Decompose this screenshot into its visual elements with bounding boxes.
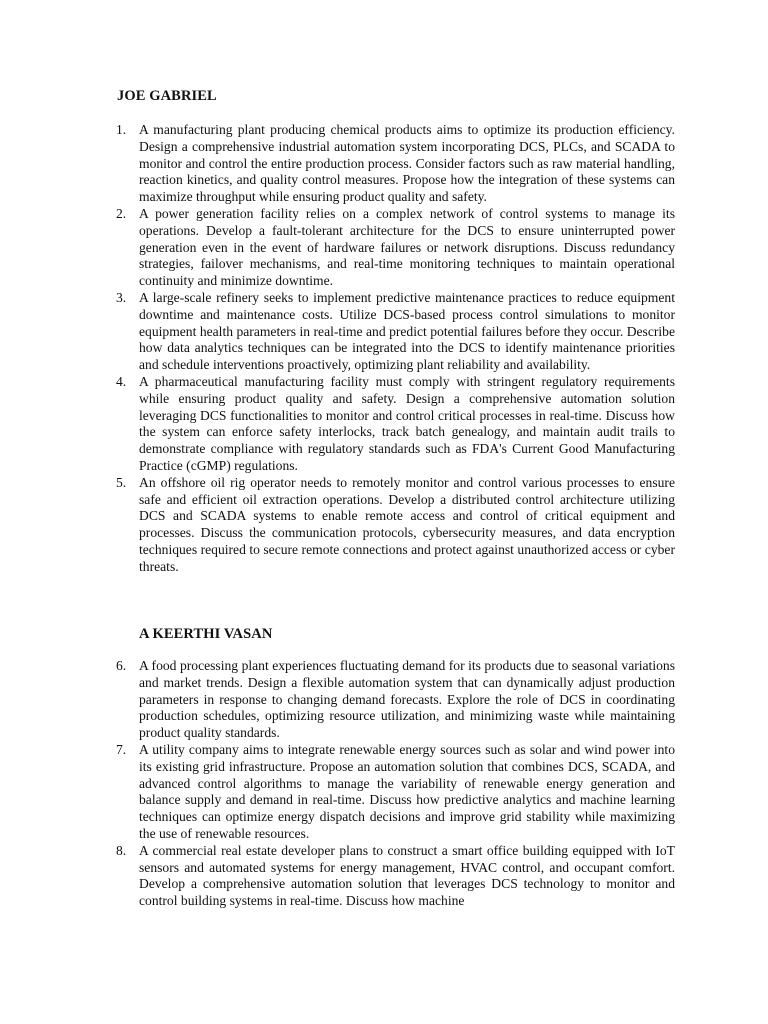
question-number: 2. [116, 205, 127, 221]
question-number: 5. [116, 474, 127, 490]
question-text: A commercial real estate developer plans to construct a smart office building equipped with IoT sensors and automated systems for energy management, HVAC control, and occupant comfort. Develop a comprehensive automation solution that leverages DCS technology to monitor and control building systems in real-time. Discuss how machine [139, 842, 675, 909]
list-item [116, 475, 675, 576]
question-list-section-2 [116, 658, 675, 910]
question-number: 4. [116, 373, 127, 389]
question-text: A large-scale refinery seeks to implement predictive maintenance practices to reduce equipment downtime and maintenance costs. Utilize DCS-based process control simulations to monitor equipment health parameters in real-time and predict potential failures before they occur. Describe how data analytics techniques can be integrated into the DCS to identify maintenance priorities and schedule interventions proactively, optimizing plant reliability and availability. [139, 289, 675, 373]
question-number: 8. [116, 842, 127, 858]
list-item [116, 658, 675, 742]
question-number: 1. [116, 122, 127, 137]
question-text: A manufacturing plant producing chemical products aims to optimize its production efficiency. Design a comprehensive industrial automation system incorporating DCS, PLCs, and SCADA to monitor and control the entire production process. Consider factors such as raw material handling, reaction kinetics, and quality control measures. Propose how the integration of these systems can maximize throughput while ensuring product quality and safety. [139, 122, 675, 205]
question-text: An offshore oil rig operator needs to remotely monitor and control various processes to ensure safe and efficient oil extraction operations. Develop a distributed control architecture utilizing DCS and SCADA systems to enable remote access and control of critical equipment and processes. Discuss the communication protocols, cybersecurity measures, and data encryption techniques required to secure remote connections and protect against unauthorized access or cyber threats. [139, 474, 675, 574]
section-heading-a-keerthi-vasan: A KEERTHI VASAN [139, 626, 273, 642]
section-heading-joe-gabriel: JOE GABRIEL [117, 88, 217, 104]
question-text: A pharmaceutical manufacturing facility must comply with stringent regulatory requirements while ensuring product quality and safety. Design a comprehensive automation solution leveraging DCS functionalities to monitor and control critical processes in real-time. Discuss how the system can enforce safety interlocks, track batch genealogy, and maintain audit trails to demonstrate compliance with regulatory standards such as FDA's Current Good Manufacturing Practice (cGMP) regulations. [139, 373, 675, 473]
question-text: A power generation facility relies on a complex network of control systems to manage its operations. Develop a fault-tolerant architecture for the DCS to ensure uninterrupted power generation even in the event of hardware failures or network disruptions. Discuss redundancy strategies, failover mechanisms, and real-time monitoring techniques to maintain operational continuity and minimize downtime. [139, 205, 675, 289]
list-item [116, 206, 675, 290]
question-number: 6. [116, 658, 127, 673]
list-item [116, 742, 675, 843]
question-list-section-1 [116, 122, 675, 576]
list-item [116, 290, 675, 374]
list-item [116, 122, 675, 206]
question-text: A food processing plant experiences fluctuating demand for its products due to seasonal variations and market trends. Design a flexible automation system that can dynamically adjust production parameters in response to changing demand forecasts. Explore the role of DCS in coordinating production schedules, optimizing resource utilization, and minimizing waste while maintaining product quality standards. [139, 658, 675, 741]
question-text: A utility company aims to integrate renewable energy sources such as solar and wind power into its existing grid infrastructure. Propose an automation solution that combines DCS, SCADA, and advanced control algorithms to manage the variability of renewable energy generation and balance supply and demand in real-time. Discuss how predictive analytics and machine learning techniques can optimize energy dispatch decisions and improve grid stability while maximizing the use of renewable resources. [139, 741, 675, 841]
question-number: 3. [116, 289, 127, 305]
list-item [116, 843, 675, 910]
list-item [116, 374, 675, 475]
question-number: 7. [116, 741, 127, 757]
